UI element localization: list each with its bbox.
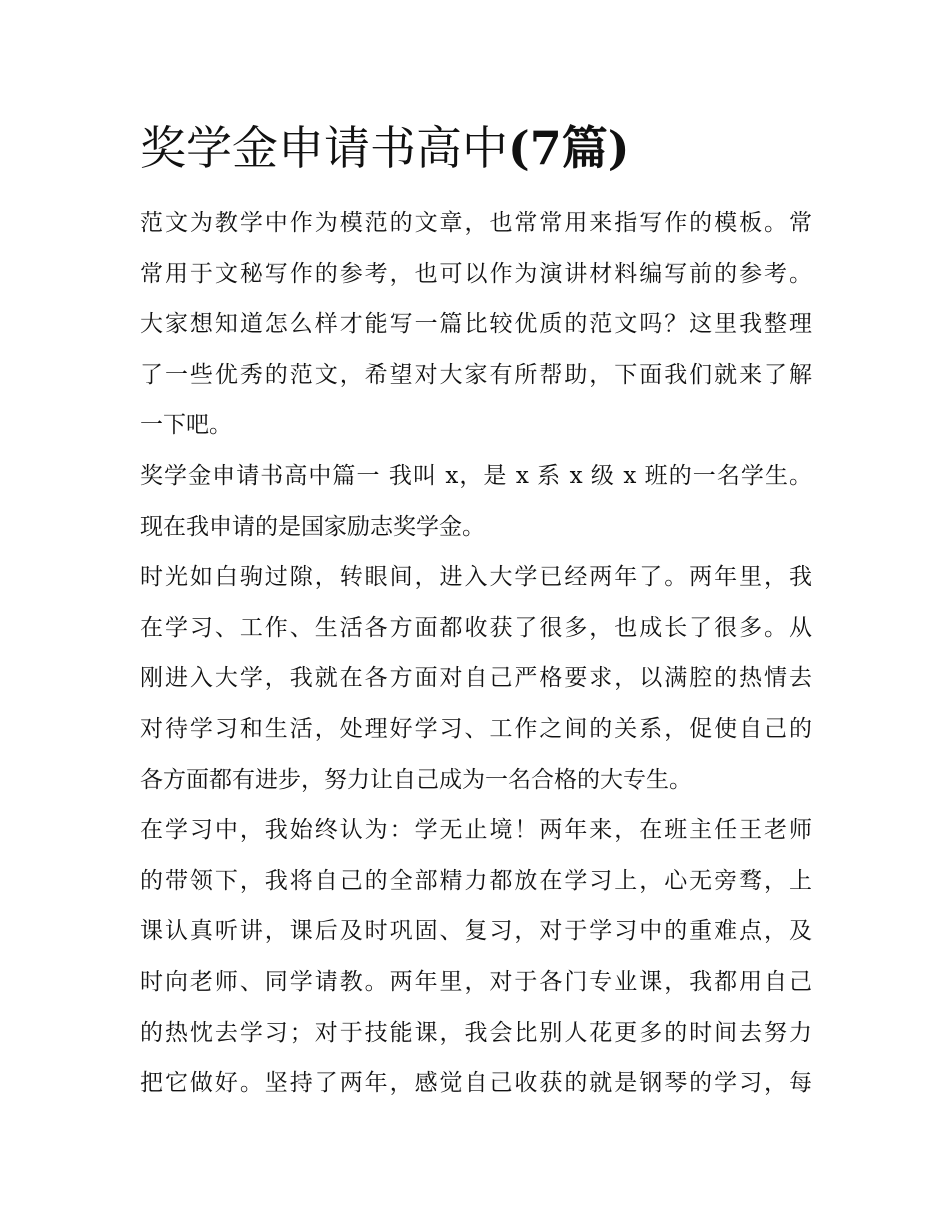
- text-line: 现在我申请的是国家励志奖学金。: [140, 513, 485, 540]
- text-line: 范文为教学中作为模范的文章，也常常用来指写作的模板。常: [140, 210, 812, 236]
- text-line: 时向老师、同学请教。两年里，对于各门专业课，我都用自己: [140, 968, 812, 995]
- text-line: 常用于文秘写作的参考，也可以作为演讲材料编写前的参考。: [140, 260, 812, 287]
- paragraph-time: [140, 552, 812, 805]
- text-line: 把它做好。坚持了两年，感觉自己收获的就是钢琴的学习，每: [140, 1070, 812, 1097]
- text-line: 的带领下，我将自己的全部精力都放在学习上，心无旁骛，上: [140, 867, 812, 894]
- paragraph-section-one: [140, 451, 812, 552]
- text-line: 对待学习和生活，处理好学习、工作之间的关系，促使自己的: [140, 715, 812, 742]
- paragraph-intro: [140, 198, 812, 451]
- text-line: 刚进入大学，我就在各方面对自己严格要求，以满腔的热情去: [140, 665, 812, 692]
- text-line: 大家想知道怎么样才能写一篇比较优质的范文吗？这里我整理: [140, 311, 812, 338]
- text-line: 各方面都有进步，努力让自己成为一名合格的大专生。: [140, 766, 692, 793]
- text-line: 在学习中，我始终认为：学无止境！两年来，在班主任王老师: [140, 817, 812, 844]
- paragraph-study: [140, 805, 812, 1109]
- text-line: 奖学金申请书高中篇一 我叫 x，是 x 系 x 级 x 班的一名学生。: [140, 462, 812, 489]
- title-main: 奖学金申请书高中: [140, 121, 508, 175]
- text-line: 一下吧。: [140, 412, 232, 439]
- document-body: [140, 198, 812, 1109]
- text-line: 了一些优秀的范文，希望对大家有所帮助，下面我们就来了解: [140, 361, 812, 388]
- text-line: 的热忱去学习；对于技能课，我会比别人花更多的时间去努力: [140, 1019, 812, 1046]
- text-line: 时光如白驹过隙，转眼间，进入大学已经两年了。两年里，我: [140, 564, 812, 591]
- text-line: 在学习、工作、生活各方面都收获了很多，也成长了很多。从: [140, 614, 812, 641]
- text-line: 课认真听讲，课后及时巩固、复习，对于学习中的重难点，及: [140, 918, 812, 945]
- page-title: [140, 116, 630, 180]
- title-suffix: (7篇): [508, 121, 630, 175]
